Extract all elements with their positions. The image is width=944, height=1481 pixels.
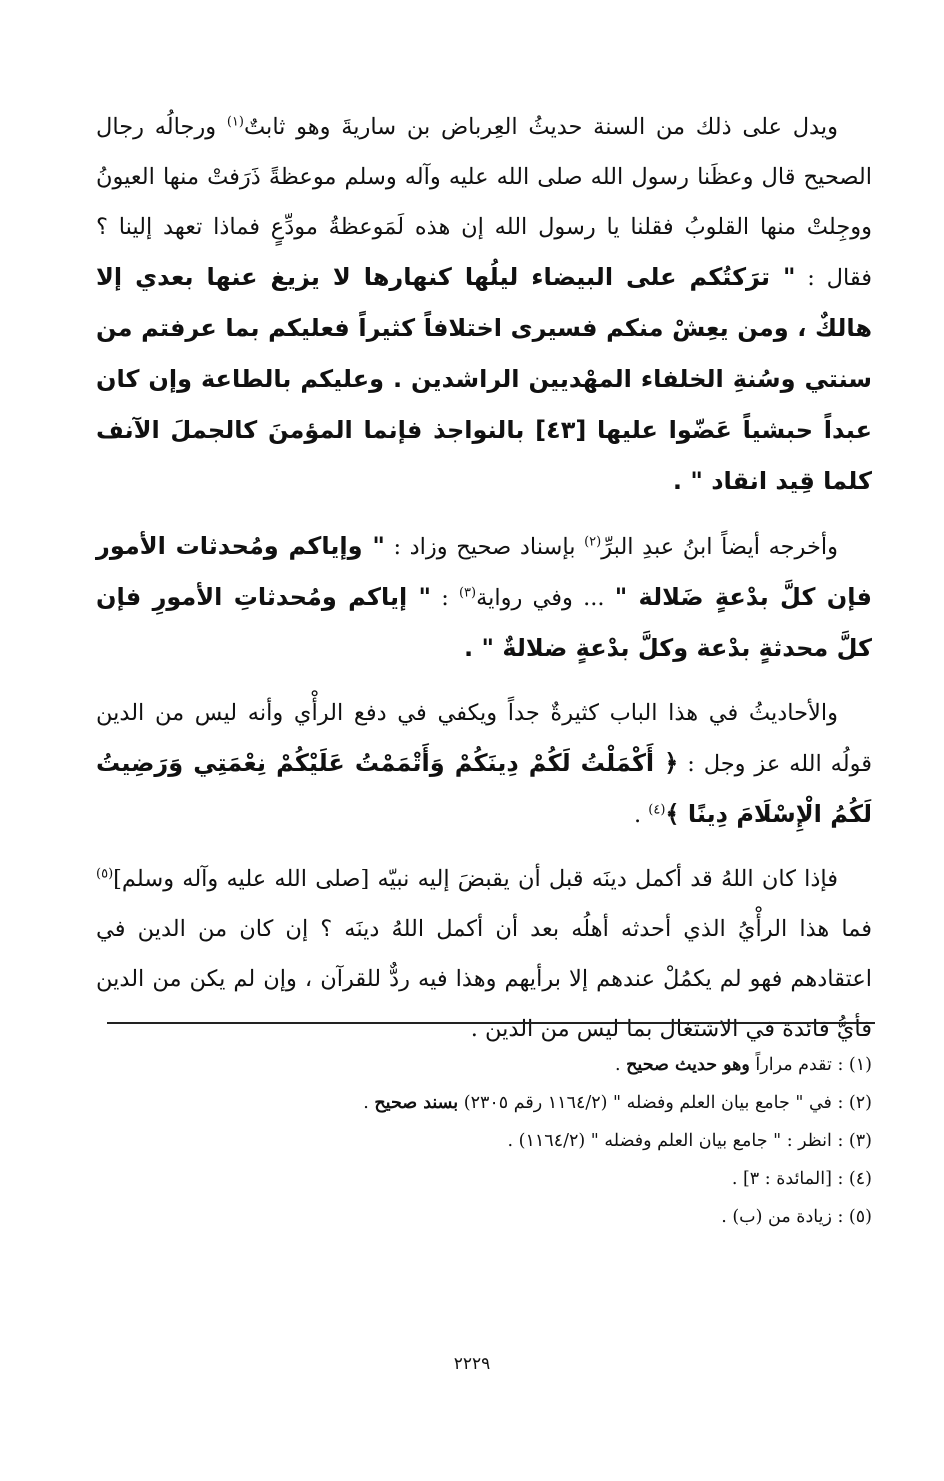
footnote-1 <box>100 1046 872 1084</box>
footnote-bold: وهو حديث صحيح <box>626 1055 750 1075</box>
footnote-number: (٣) : <box>831 1131 872 1151</box>
footnote-text: انظر : " جامع بيان العلم وفضله " (١١٦٤/٢) . <box>507 1131 832 1151</box>
hadith-quote: " ترَكتُكم على البيضاء ليلُها كنهارها لا يزيغ عنها بعدي إلا هالكٌ ، ومن يعِشْ منكم فسيرى اختلافاً كثيراً فعليكم بما عرفتم من سنتي وسُنةِ الخلفاء المهْديين الراشدين . وعليكم بالطاعة وإن كان عبداً حبشياً عَضّوا عليها [٤٣] بالنواجذ فإنما المؤمنَ كالجملَ الآنف كلما قِيد انقاد " . <box>96 263 872 495</box>
paragraph-4 <box>96 854 872 1054</box>
footnote-number: (٢) : <box>831 1093 872 1113</box>
paragraph-4-text-cont: فما هذا الرأْيُ الذي أحدثه أهلُه بعد أن أكمل اللهُ دينَه ؟ إن كان من الدين في اعتقادهم فهو لم يكمُلْ عندهم إلا برأيهم وهذا فيه ردٌّ للقرآن ، وإن لم يكن من الدين فأيُّ فائدة في الاشتغال بما ليس من الدين . <box>96 916 872 1042</box>
footnote-number: (٤) : <box>831 1169 872 1189</box>
footnote-4 <box>100 1160 872 1198</box>
footnote-bold: بسند صحيح <box>374 1093 459 1113</box>
quran-verse: ﴿ أَكْمَلْتُ لَكُمْ دِينَكُمْ وَأَتْمَمْتُ عَلَيْكُمْ نِعْمَتِي وَرَضِيتُ لَكُمُ الْإِسْلَامَ دِينًا ﴾ <box>96 749 872 828</box>
footnote-ref-4: (٤) <box>648 802 666 818</box>
footnote-3 <box>100 1122 872 1160</box>
footnote-ref-3: (٣) <box>458 585 477 601</box>
page-number: ٢٢٢٩ <box>453 1354 491 1374</box>
footnote-text: في " جامع بيان العلم وفضله " (١١٦٤/٢ رقم ٢٣٠٥) <box>458 1093 832 1113</box>
footnote-number: (٥) : <box>831 1207 872 1227</box>
footnote-text: [المائدة : ٣] . <box>731 1169 832 1189</box>
main-text <box>96 102 872 1068</box>
footnote-number: (١) : <box>831 1055 872 1075</box>
footnote-5 <box>100 1198 872 1236</box>
paragraph-1-text: ويدل على ذلك من السنة حديثُ العِرباض بن ساريةَ وهو ثابتٌ <box>243 114 838 140</box>
paragraph-3 <box>96 688 872 840</box>
footnotes <box>100 1046 872 1236</box>
footnote-text: زيادة من (ب) . <box>721 1207 832 1227</box>
footnote-tail: . <box>614 1055 627 1075</box>
paragraph-2 <box>96 521 872 674</box>
paragraph-1-text-cont: ورجالُه رجال الصحيح قال وعظَنا رسول الله صلى الله عليه وآله وسلم موعظةً ذَرَفتْ منها العيونُ ووجِلتْ منها القلوبُ فقلنا يا رسول الله إن هذه لَمَوعظةُ مودِّعٍ فماذا تعهد إلينا ؟ فقال : <box>96 114 872 291</box>
footnote-divider <box>107 1022 875 1024</box>
hadith-riwaya-quote: " إياكم ومُحدثاتِ الأمورِ فإن كلَّ محدثةٍ بدْعة وكلَّ بدْعةٍ ضلالةٌ " . <box>96 583 872 662</box>
footnote-tail: . <box>363 1093 375 1113</box>
footnote-text: تقدم مراراً <box>749 1055 832 1075</box>
paragraph-2-text-cont: بإسناد صحيح وزاد : <box>384 534 585 560</box>
paragraph-1 <box>96 102 872 507</box>
paragraph-3-text: والأحاديثُ في هذا الباب كثيرةٌ جداً ويكفي في دفع الرأْي وأنه ليس من الدين قولُه الله عز وجل : <box>96 700 872 777</box>
paragraph-2-colon: : <box>431 585 459 611</box>
footnote-ref-1: (١) <box>226 114 244 130</box>
paragraph-4-text: فإذا كان اللهُ قد أكمل دينَه قبل أن يقبضَ إليه نبيّه [صلى الله عليه وآله وسلم] <box>113 866 838 892</box>
paragraph-2-text: وأخرجه أيضاً ابنُ عبدِ البرِّ <box>601 534 838 560</box>
footnote-ref-2: (٢) <box>584 534 602 550</box>
paragraph-2-riwaya: ... وفي رواية <box>476 585 615 611</box>
footnote-2 <box>100 1084 872 1122</box>
hadith-addition-quote: " وإياكم ومُحدثات الأمور فإن كلَّ بدْعةٍ ضَلالة " <box>96 532 872 611</box>
paragraph-3-end: . <box>633 802 649 828</box>
footnote-ref-5: (٥) <box>96 866 114 882</box>
